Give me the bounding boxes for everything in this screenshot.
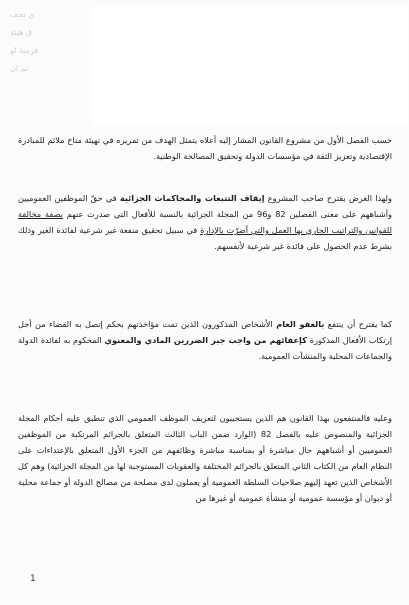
underlined-phrase: بصفة مخالفة للقوانين والتراتيب الجاري بها العمل والتي أضرّت بالإدارة bbox=[18, 209, 392, 235]
paragraph-beneficiaries bbox=[18, 410, 392, 506]
bold-phrase: بالعفو العام bbox=[276, 319, 325, 329]
page-number: 1 bbox=[30, 574, 36, 584]
paragraph-objective bbox=[18, 132, 392, 164]
text-run: كما يقترح أن ينتفع bbox=[324, 319, 392, 329]
ghost-line: ثم ان bbox=[10, 64, 29, 73]
paragraph-text bbox=[18, 190, 392, 254]
paragraph-amnesty bbox=[18, 316, 392, 364]
ghost-line: قزمية لو bbox=[10, 46, 39, 55]
text-run: المحكوم به لفائدة الدولة والجماعات المحلية والمنشآت العمومية. bbox=[18, 335, 392, 361]
paragraph-text: وعليه فالمنتفعون بهذا القانون هم الذين يستجيبون لتعريف الموظف العمومي الذي تنطبق عليه أحكام المجلة الجزائية والمنصوص عليه بالفصل 82 (الوارد ضمن الباب الثالث المتعلق بالجرائم المرتكبة من الموظفين العموميين أو أشباههم حال مباشرة أو بمناسبة مباشرة وظائفهم من الجزء الأول المتعلق بالإعتداءات على النظام العام من الكتاب الثاني المتعلق بالجرائم المختلفة والعقوبات المستوجبة لها من المجلة الجزائية) وهم كل الأشخاص الذين تعهد إليهم صلاحيات السلطة العمومية أو يعملون لدى مصلحة من مصالح الدولة أو جماعة محلية أو ديوان أو مؤسسة عمومية أو منشأة عمومية أو غيرها من bbox=[18, 413, 392, 503]
paragraph-proposal bbox=[18, 190, 392, 254]
text-run: في حقّ الموظفين العموميين وأشباههم على معنى الفصلين 82 و96 من المجلة الجزائية بالنسبة للأفعال التي صدرت عنهم bbox=[18, 193, 392, 219]
bold-phrase: إيقاف التتبعات والمحاكمات الجزائية bbox=[119, 193, 265, 203]
text-run: الأشخاص المذكورون الذين تمت مؤاخذتهم بحكم إتصل به القضاء من أجل إرتكاب الأفعال المذكورة bbox=[18, 319, 393, 345]
paragraph-text: حسب الفصل الأول من مشروع القانون المشار إليه أعلاه يتمثل الهدف من تمريره في تهيئة مناخ ملائم للمبادرة الإقتصادية وتعزيز الثقة في مؤسسات الدولة وتحقيق المصالحة الوطنية. bbox=[18, 135, 392, 161]
bleed-through-text bbox=[10, 6, 85, 106]
ghost-line: ي تحف bbox=[10, 10, 35, 19]
bold-phrase: كإعفائهم من واجب جبر الضررين المادي والمعنوي bbox=[104, 335, 307, 345]
paragraph-text bbox=[18, 316, 392, 364]
text-run: في سبيل تحقيق منفعة غير شرعية لفائدة الغير وذلك بشرط عدم الحصول على فائدة غير شرعية لأنفسهم. bbox=[18, 225, 392, 251]
ghost-line: ق هيئة bbox=[10, 28, 33, 37]
text-run: ولهذا الغرض يقترح صاحب المشروع bbox=[264, 193, 393, 203]
redacted-area bbox=[92, 6, 408, 126]
